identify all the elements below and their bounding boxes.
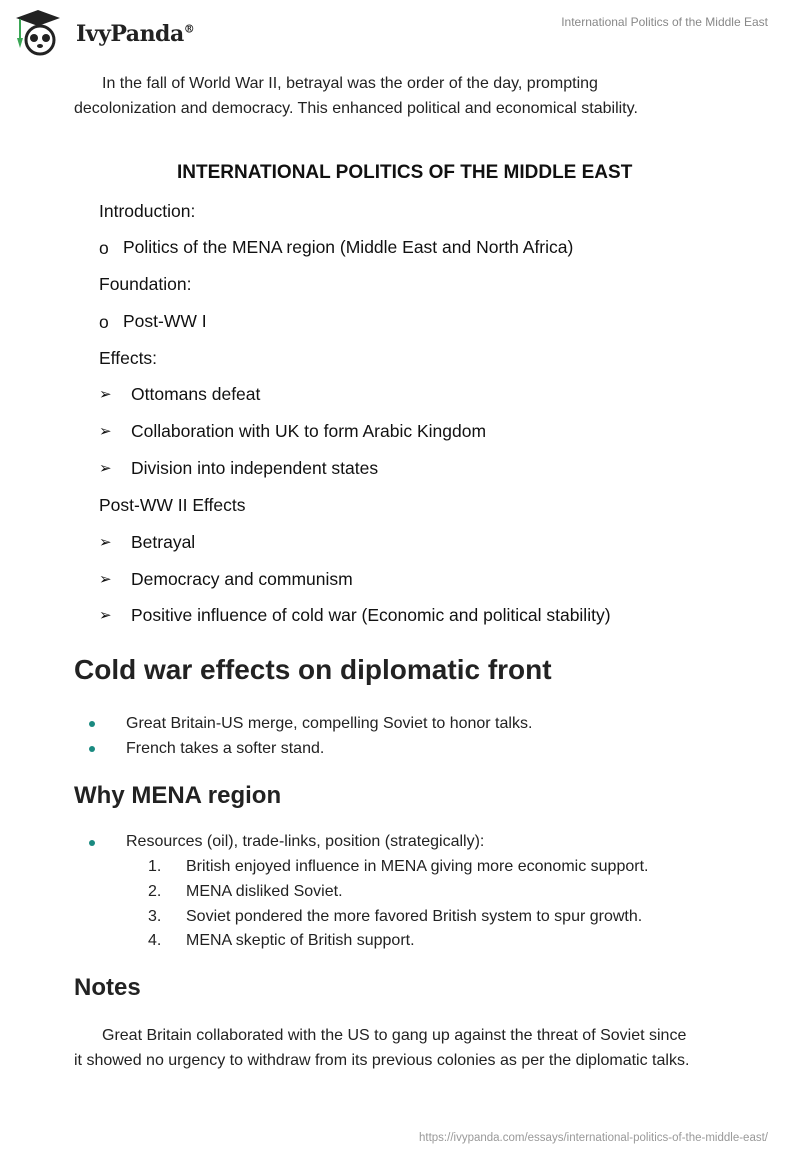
effects-item: Ottomans defeat — [131, 384, 261, 404]
why-mena-item: Resources (oil), trade-links, position (strategically): — [126, 833, 485, 850]
post-ww2-item: Betrayal — [131, 532, 196, 552]
bullet-dot-icon — [89, 840, 95, 846]
effects-item: Division into independent states — [131, 458, 379, 478]
post-ww2-item: Positive influence of cold war (Economic and political stability) — [131, 605, 611, 625]
foundation-label: Foundation: — [99, 274, 192, 294]
cold-war-item: Great Britain-US merge, compelling Soviet to honor talks. — [126, 715, 533, 732]
post-ww2-item: Democracy and communism — [131, 569, 353, 589]
list-number: 3. — [148, 908, 162, 925]
why-mena-subitem: MENA skeptic of British support. — [186, 932, 415, 949]
introduction-label: Introduction: — [99, 201, 196, 221]
why-mena-subitem: Soviet pondered the more favored British system to spur growth. — [186, 908, 643, 925]
circle-bullet: o — [99, 238, 109, 258]
arrow-bullet-icon: ➢ — [99, 534, 112, 551]
slide-title: INTERNATIONAL POLITICS OF THE MIDDLE EAST — [177, 162, 633, 183]
intro-item: Politics of the MENA region (Middle East and North Africa) — [123, 237, 574, 257]
arrow-bullet-icon: ➢ — [99, 571, 112, 588]
list-number: 4. — [148, 932, 162, 949]
brand-name[interactable] — [76, 21, 194, 47]
bullet-dot-icon — [89, 721, 95, 727]
effects-label: Effects: — [99, 348, 158, 368]
circle-bullet: o — [99, 312, 109, 332]
post-ww2-label: Post-WW II Effects — [99, 495, 246, 515]
brand-label: IvyPanda — [76, 21, 184, 47]
notes-heading: Notes — [74, 974, 141, 1001]
list-number: 2. — [148, 883, 162, 900]
intro-line-2: decolonization and democracy. This enhanced political and economical stability. — [74, 100, 638, 117]
cold-war-heading: Cold war effects on diplomatic front — [74, 654, 552, 685]
bullet-dot-icon — [89, 746, 95, 752]
arrow-bullet-icon: ➢ — [99, 423, 112, 440]
arrow-bullet-icon: ➢ — [99, 386, 112, 403]
why-mena-heading: Why MENA region — [74, 782, 282, 809]
notes-line-2: it showed no urgency to withdraw from its previous colonies as per the diplomatic talks. — [74, 1052, 690, 1069]
effects-item: Collaboration with UK to form Arabic Kingdom — [131, 421, 487, 441]
foundation-item: Post-WW I — [123, 311, 207, 331]
ivypanda-logo-icon[interactable] — [10, 8, 66, 56]
why-mena-subitem: MENA disliked Soviet. — [186, 883, 343, 900]
cold-war-item: French takes a softer stand. — [126, 740, 325, 757]
notes-line-1: Great Britain collaborated with the US to gang up against the threat of Soviet since — [102, 1027, 687, 1044]
intro-line-1: In the fall of World War II, betrayal was the order of the day, prompting — [102, 75, 598, 92]
arrow-bullet-icon: ➢ — [99, 607, 112, 624]
list-number: 1. — [148, 858, 162, 875]
registered-mark: ® — [183, 22, 195, 36]
document-title: International Politics of the Middle East — [561, 15, 768, 29]
footer-url-link[interactable]: https://ivypanda.com/essays/international-politics-of-the-middle-east/ — [419, 1132, 768, 1144]
why-mena-subitem: British enjoyed influence in MENA giving more economic support. — [186, 858, 649, 875]
arrow-bullet-icon: ➢ — [99, 460, 112, 477]
